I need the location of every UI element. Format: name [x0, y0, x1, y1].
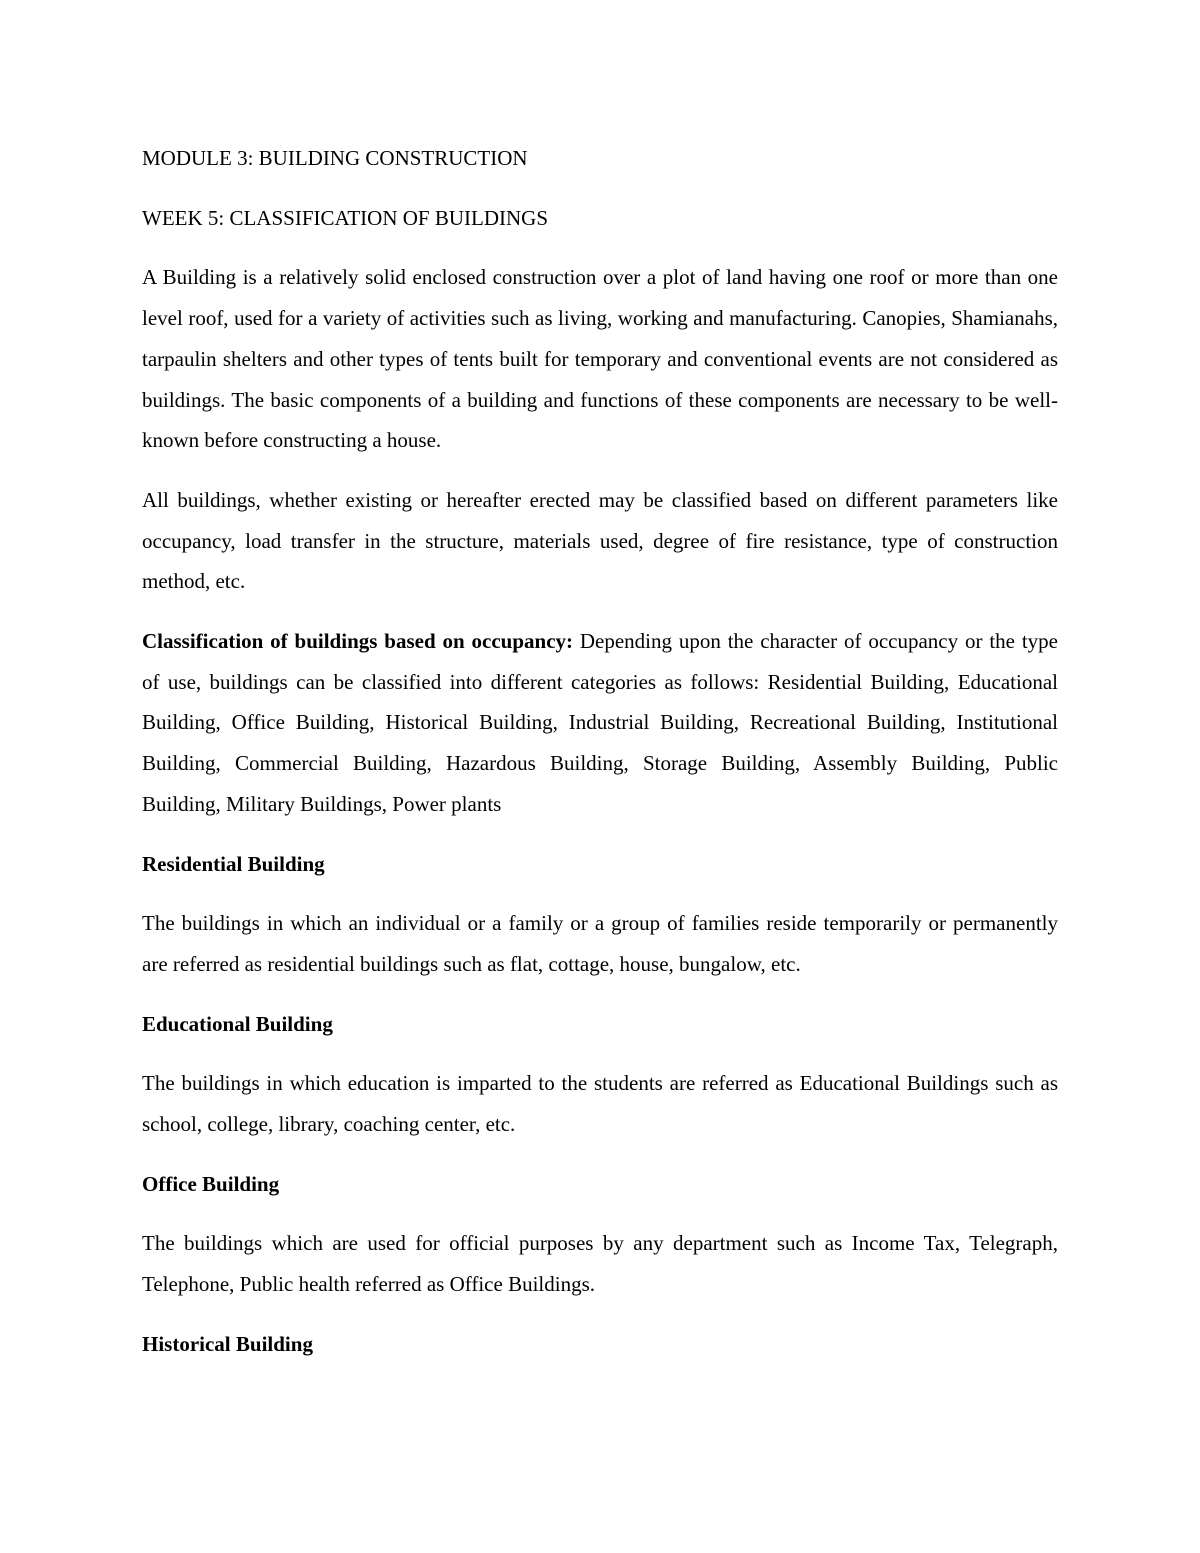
- intro-paragraph: A Building is a relatively solid enclosed construction over a plot of land having one roof or more than one level roof, used for a variety of activities such as living, working and manufacturing. Canopies, Shamianahs, tarpaulin shelters and other types of tents built for temporary and conventional events are not considered as buildings. The basic components of a building and functions of these components are necessary to be well-known before constructing a house.: [142, 265, 1058, 453]
- classification-paragraph: All buildings, whether existing or hereafter erected may be classified based on different parameters like occupancy, load transfer in the structure, materials used, degree of fire resistance, type of construction method, etc.: [142, 487, 1058, 594]
- residential-body: The buildings in which an individual or a family or a group of families reside temporarily or permanently are referred as residential buildings such as flat, cottage, house, bungalow, etc.: [142, 911, 1058, 976]
- module-title: MODULE 3: BUILDING CONSTRUCTION: [142, 146, 528, 170]
- occupancy-lead: Classification of buildings based on occupancy:: [142, 629, 574, 654]
- educational-body: The buildings in which education is imparted to the students are referred as Educational Buildings such as school, college, library, coaching center, etc.: [142, 1071, 1058, 1137]
- historical-heading: Historical Building: [142, 1331, 313, 1356]
- office-body: The buildings which are used for official purposes by any department such as Income Tax, Telegraph, Telephone, Public health referred as Office Buildings.: [142, 1231, 1058, 1297]
- week-title: WEEK 5: CLASSIFICATION OF BUILDINGS: [142, 205, 549, 230]
- occupancy-text: Depending upon the character of occupancy or the type of use, buildings can be classified into different categories as follows: Residential Building, Educational Building, Office Building, Historical Building, Industrial Building, Recreational Building, Institutional Building, Commercial Building, Hazardous Building, Storage Building, Assembly Building, Public Building, Military Buildings, Power plants: [142, 629, 1058, 816]
- educational-heading: Educational Building: [142, 1011, 333, 1036]
- office-heading: Office Building: [142, 1171, 280, 1196]
- residential-heading: Residential Building: [142, 851, 325, 876]
- document-page: [142, 138, 1058, 1384]
- occupancy-paragraph: [142, 621, 1058, 825]
